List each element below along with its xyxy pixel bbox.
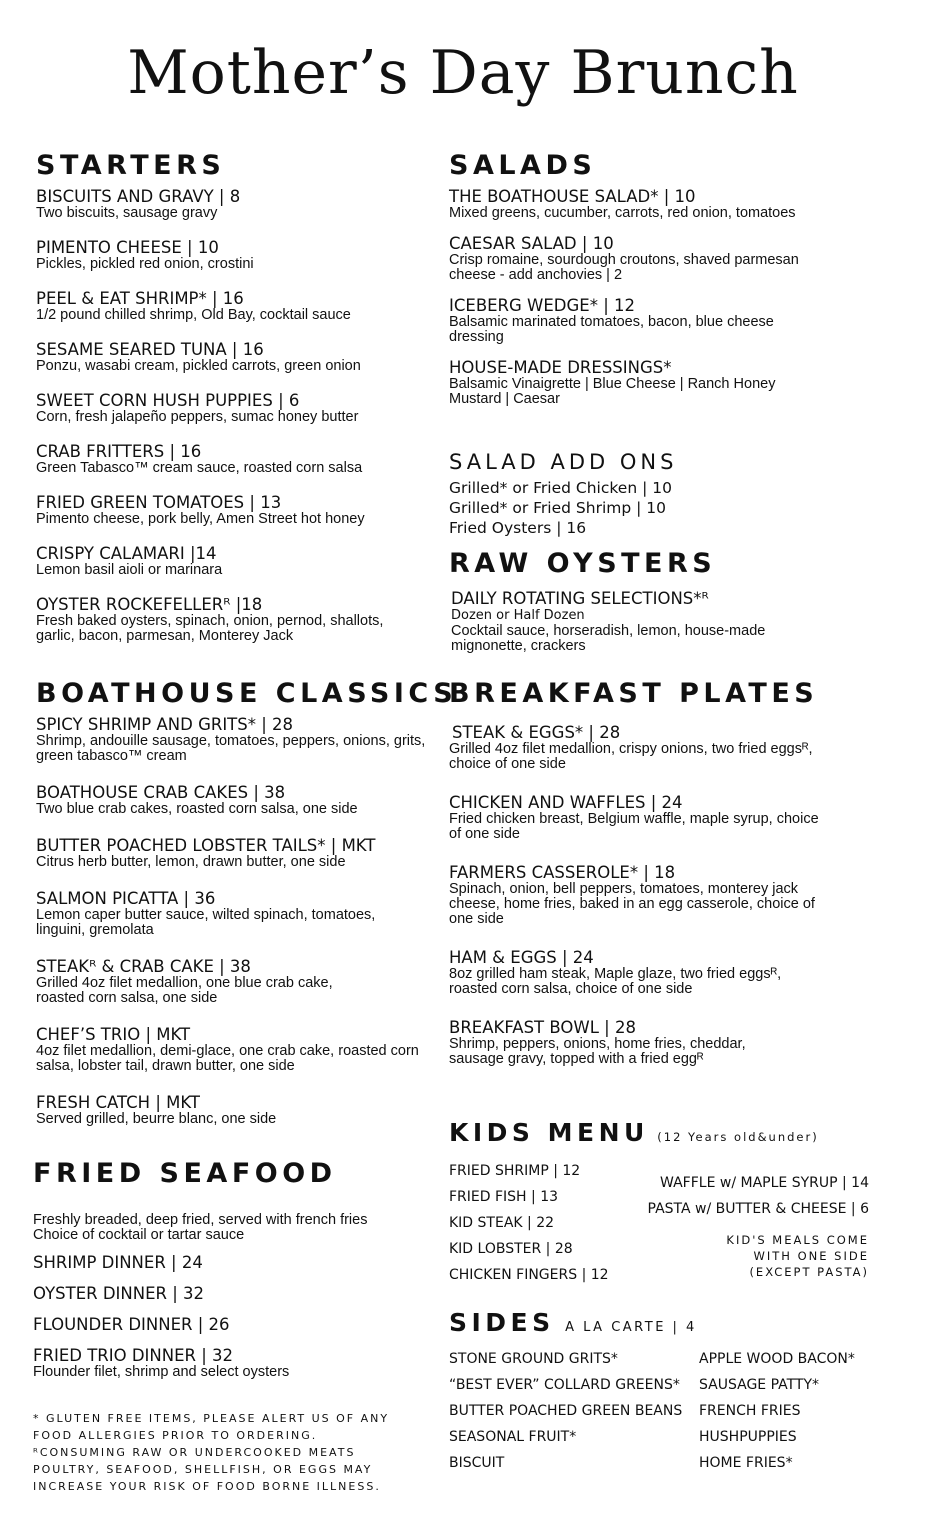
kids-item: FRIED FISH | 13: [449, 1189, 559, 1205]
menu-item: STEAKᴿ & CRAB CAKE | 38 Grilled 4oz filet medallion, one blue crab cake, roasted corn salsa, one side: [36, 957, 333, 1006]
kids-note: KID'S MEALS COME WITH ONE SIDE (EXCEPT PASTA): [726, 1233, 869, 1279]
menu-item: PIMENTO CHEESE | 10 Pickles, pickled red onion, crostini: [36, 238, 254, 272]
addon-item: Grilled* or Fried Chicken | 10: [449, 479, 672, 497]
side-item: SEASONAL FRUIT*: [449, 1429, 577, 1445]
fried-item: FLOUNDER DINNER | 26: [33, 1315, 230, 1334]
menu-item: HAM & EGGS | 24 8oz grilled ham steak, Maple glaze, two fried eggsᴿ, roasted corn salsa, choice of one side: [449, 948, 782, 997]
classics-section: [36, 678, 458, 1127]
fried-item: SHRIMP DINNER | 24: [33, 1253, 203, 1272]
sides-heading: SIDES: [449, 1308, 555, 1337]
menu-item: OYSTER ROCKEFELLERᴿ |18 Fresh baked oysters, spinach, onion, pernod, shallots, garlic, bacon, parmesan, Monterey Jack: [36, 595, 384, 644]
menu-item: CRISPY CALAMARI |14 Lemon basil aioli or marinara: [36, 544, 223, 578]
right-column: [449, 150, 889, 1471]
salad-addons-heading: SALAD ADD ONS: [449, 450, 678, 474]
kids-item: WAFFLE w/ MAPLE SYRUP | 14: [660, 1175, 869, 1191]
menu-item: BISCUITS AND GRAVY | 8 Two biscuits, sausage gravy: [36, 187, 241, 221]
side-item: FRENCH FRIES: [699, 1403, 801, 1419]
menu-item: SALMON PICATTA | 36 Lemon caper butter sauce, wilted spinach, tomatoes, linguini, gremolata: [36, 889, 376, 938]
side-item: BISCUIT: [449, 1455, 505, 1471]
breakfast-heading: BREAKFAST PLATES: [449, 678, 819, 709]
menu-item: SESAME SEARED TUNA | 16 Ponzu, wasabi cream, pickled carrots, green onion: [36, 340, 361, 374]
fried-seafood-section: [33, 1158, 433, 1380]
addon-item: Fried Oysters | 16: [449, 519, 587, 537]
kids-item: KID LOBSTER | 28: [449, 1241, 573, 1257]
menu-item: STEAK & EGGS* | 28 Grilled 4oz filet medallion, crispy onions, two fried eggsᴿ, choice of one side: [449, 723, 813, 772]
page-title: Mother’s Day Brunch: [127, 38, 799, 108]
kids-subheading: (12 Years old&under): [657, 1130, 819, 1144]
raw-oysters-heading: RAW OYSTERS: [449, 548, 717, 579]
fried-item: FRIED TRIO DINNER | 32: [33, 1346, 234, 1365]
menu-item: FRESH CATCH | MKT Served grilled, beurre blanc, one side: [36, 1093, 277, 1127]
menu-item: SPICY SHRIMP AND GRITS* | 28 Shrimp, andouille sausage, tomatoes, peppers, onions, grits, green tabasco™ cream: [36, 715, 426, 764]
menu-item: SWEET CORN HUSH PUPPIES | 6 Corn, fresh jalapeño peppers, sumac honey butter: [36, 391, 359, 425]
fried-item: OYSTER DINNER | 32: [33, 1284, 205, 1303]
kids-section: [449, 1118, 869, 1283]
menu-item: PEEL & EAT SHRIMP* | 16 1/2 pound chilled shrimp, Old Bay, cocktail sauce: [36, 289, 351, 323]
salads-heading: SALADS: [449, 150, 597, 181]
side-item: STONE GROUND GRITS*: [449, 1351, 618, 1367]
menu-item: CHICKEN AND WAFFLES | 24 Fried chicken breast, Belgium waffle, maple syrup, choice of one side: [449, 793, 819, 842]
menu-item: CAESAR SALAD | 10 Crisp romaine, sourdough croutons, shaved parmesan cheese - add anchovies | 2: [449, 234, 799, 283]
side-item: APPLE WOOD BACON*: [699, 1351, 855, 1367]
starters-section: [36, 150, 436, 644]
raw-oysters-desc: Cocktail sauce, horseradish, lemon, house-made mignonette, crackers: [451, 623, 766, 654]
fried-seafood-heading: FRIED SEAFOOD: [33, 1158, 337, 1189]
menu-item: CHEF’S TRIO | MKT 4oz filet medallion, demi-glace, one crab cake, roasted corn salsa, lobster tail, drawn butter, one side: [36, 1025, 419, 1074]
fried-intro: Freshly breaded, deep fried, served with french fries: [33, 1212, 368, 1228]
menu-item: BUTTER POACHED LOBSTER TAILS* | MKT Citrus herb butter, lemon, drawn butter, one side: [36, 836, 376, 870]
kids-item: CHICKEN FINGERS | 12: [449, 1267, 609, 1283]
sides-section: [449, 1308, 869, 1471]
fried-trio-desc: Flounder filet, shrimp and select oysters: [33, 1364, 290, 1380]
side-item: SAUSAGE PATTY*: [699, 1377, 820, 1393]
left-column: [33, 150, 458, 1493]
kids-heading: KIDS MENU: [449, 1118, 649, 1147]
side-item: HOME FRIES*: [699, 1455, 793, 1471]
kids-item: KID STEAK | 22: [449, 1215, 555, 1231]
menu-item: BOATHOUSE CRAB CAKES | 38 Two blue crab cakes, roasted corn salsa, one side: [36, 783, 358, 817]
classics-heading: BOATHOUSE CLASSICS: [36, 678, 458, 709]
side-item: “BEST EVER” COLLARD GREENS*: [449, 1377, 680, 1393]
breakfast-section: [449, 678, 889, 1067]
kids-item: PASTA w/ BUTTER & CHEESE | 6: [647, 1201, 869, 1217]
menu-item: ICEBERG WEDGE* | 12 Balsamic marinated tomatoes, bacon, blue cheese dressing: [449, 296, 774, 345]
menu-item: CRAB FRITTERS | 16 Green Tabasco™ cream sauce, roasted corn salsa: [36, 442, 363, 476]
sides-subheading: A LA CARTE | 4: [565, 1320, 697, 1335]
addon-item: Grilled* or Fried Shrimp | 10: [449, 499, 666, 517]
starters-heading: STARTERS: [36, 150, 226, 181]
salads-section: [449, 150, 889, 407]
allergy-disclaimer: * GLUTEN FREE ITEMS, PLEASE ALERT US OF ANY FOOD ALLERGIES PRIOR TO ORDERING. ᴿCONSUMING RAW OR UNDERCOOKED MEATS POULTRY, SEAFOOD, SHELLFISH, OR EGGS MAY INCREASE YOUR RISK OF FOOD BORNE ILLNESS.: [33, 1412, 390, 1493]
menu-item: HOUSE-MADE DRESSINGS* Balsamic Vinaigrette | Blue Cheese | Ranch Honey Mustard | Caesar: [449, 358, 776, 407]
raw-oysters-section: [449, 548, 849, 654]
menu-item: FRIED GREEN TOMATOES | 13 Pimento cheese, pork belly, Amen Street hot honey: [36, 493, 365, 527]
menu-item: FARMERS CASSEROLE* | 18 Spinach, onion, bell peppers, tomatoes, monterey jack cheese, home fries, baked in an egg casserole, choice of one side: [449, 863, 815, 927]
fried-intro-2: Choice of cocktail or tartar sauce: [33, 1227, 245, 1243]
menu-item: BREAKFAST BOWL | 28 Shrimp, peppers, onions, home fries, cheddar, sausage gravy, topped with a fried eggᴿ: [449, 1018, 746, 1067]
raw-oysters-name: DAILY ROTATING SELECTIONS*ᴿ: [451, 589, 709, 608]
menu-item: THE BOATHOUSE SALAD* | 10 Mixed greens, cucumber, carrots, red onion, tomatoes: [449, 187, 796, 221]
side-item: BUTTER POACHED GREEN BEANS: [449, 1403, 683, 1419]
side-item: HUSHPUPPIES: [699, 1429, 797, 1445]
kids-item: FRIED SHRIMP | 12: [449, 1163, 581, 1179]
raw-oysters-sub: Dozen or Half Dozen: [451, 608, 585, 623]
salad-addons-section: [449, 450, 677, 538]
